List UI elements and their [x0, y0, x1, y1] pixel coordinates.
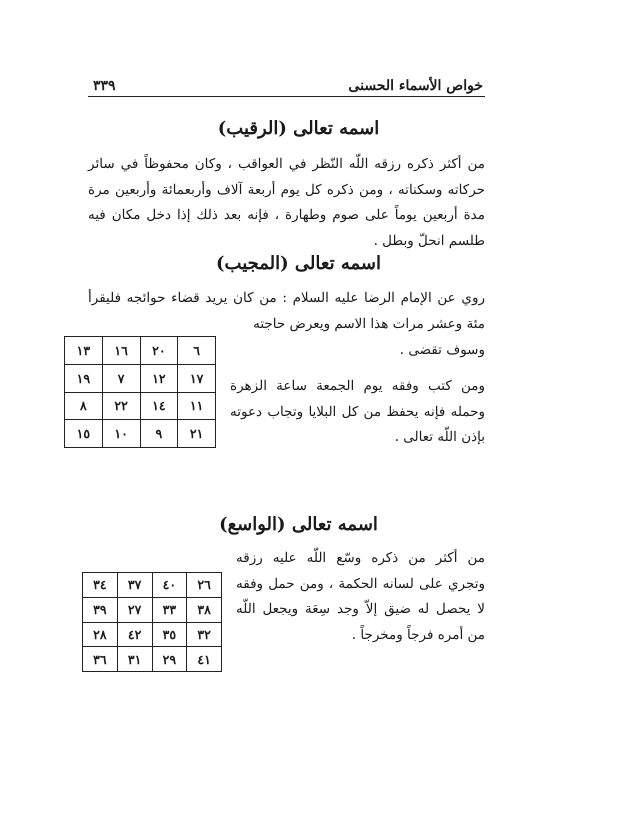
grid-cell: ٤٠	[152, 573, 187, 598]
grid-cell: ٣٣	[152, 597, 187, 622]
section-heading-wasi: اسمه تعالى (الواسع)	[219, 514, 378, 535]
grid-cell: ١٤	[140, 392, 178, 420]
grid-cell: ١٦	[102, 337, 140, 365]
grid-cell: ٢٧	[117, 597, 152, 622]
grid-cell: ٣٦	[83, 647, 118, 672]
grid-cell: ٤٢	[117, 622, 152, 647]
grid-cell: ١٣	[65, 337, 103, 365]
grid-cell: ١٥	[65, 420, 103, 448]
grid-cell: ١٠	[102, 420, 140, 448]
grid-cell: ٣٥	[152, 622, 187, 647]
grid-cell: ١٢	[140, 364, 178, 392]
paragraph-mujib-1-rest: مئة وعشر مرات هذا الاسم ويعرض حاجته وسوف تقضى .	[253, 316, 485, 358]
grid-cell: ٢١	[178, 420, 216, 448]
grid-cell: ٣٨	[187, 597, 222, 622]
grid-cell: ٣٢	[187, 622, 222, 647]
grid-cell: ١٩	[65, 364, 103, 392]
grid-cell: ٩	[140, 420, 178, 448]
grid-cell: ٦	[178, 337, 216, 365]
section-heading-raqib: اسمه تعالى (الرقيب)	[217, 118, 380, 139]
grid-cell: ٢٨	[83, 622, 118, 647]
paragraph-mujib-2: ومن كتب وفقه يوم الجمعة ساعة الزهرة وحمله فإنه يحفظ من كل البلايا وتجاب دعوته بإذن اللّه تعالى .	[230, 378, 485, 445]
paragraph-raqib: من أكثر ذكره رزقه اللّه النّظر في العواقب ، وكان محفوظاً في سائر حركاته وسكناته ، ومن ذكره كل يوم أربعة آلاف وأربعمائة وأربعين مرة مدة أربعين يوماً على صوم وطهارة ، فإنه بعد ذلك إذا دخل مكان فيه طلسم انحلّ وبطل .	[88, 156, 485, 249]
page-number: ٣٣٩	[93, 78, 116, 94]
grid-cell: ١١	[178, 392, 216, 420]
grid-cell: ٢٦	[187, 573, 222, 598]
magic-square-mujib	[64, 336, 216, 448]
paragraph-mujib-1-line1: روي عن الإمام الرضا عليه السلام : من كان يريد قضاء حوائجه فليقرأ	[88, 290, 485, 306]
grid-cell: ٨	[65, 392, 103, 420]
magic-square-wasi	[82, 572, 222, 672]
grid-cell: ١٧	[178, 364, 216, 392]
grid-cell: ٢٩	[152, 647, 187, 672]
grid-cell: ٣٩	[83, 597, 118, 622]
grid-cell: ٣٤	[83, 573, 118, 598]
grid-cell: ٢٢	[102, 392, 140, 420]
grid-cell: ٢٠	[140, 337, 178, 365]
grid-cell: ٧	[102, 364, 140, 392]
grid-cell: ٣١	[117, 647, 152, 672]
header-rule	[88, 96, 485, 97]
section-heading-mujib: اسمه تعالى (المجيب)	[216, 253, 381, 274]
running-header-title: خواص الأسماء الحسنى	[348, 78, 483, 94]
grid-cell: ٣٧	[117, 573, 152, 598]
grid-cell: ٤١	[187, 647, 222, 672]
paragraph-wasi: من أكثر من ذكره وسّع اللّه عليه رزقه وتجري على لسانه الحكمة ، ومن حمل وفقه لا يحصل له ضيق إلاّ وجد سِعَة ويجعل اللّه من أمره فرجاً ومخرجاً .	[236, 550, 485, 643]
